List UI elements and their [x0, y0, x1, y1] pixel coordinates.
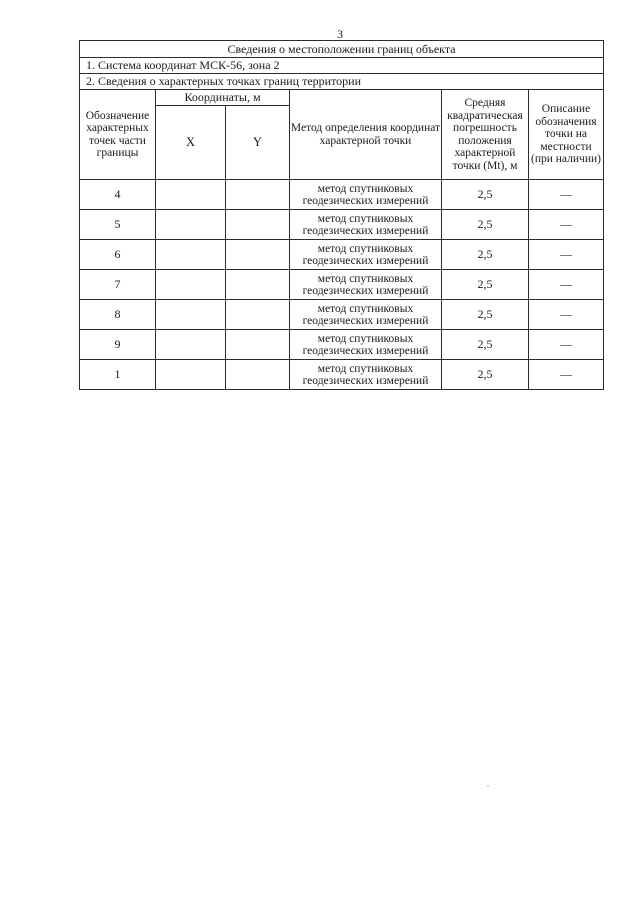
- description-cell: —: [529, 300, 604, 330]
- scan-speck: [487, 785, 489, 787]
- description-cell: —: [529, 270, 604, 300]
- x-cell: [156, 360, 226, 390]
- y-cell: [226, 330, 290, 360]
- header-accuracy: Средняя квадратическая погрешность положения характерной точки (Mt), м: [442, 90, 529, 180]
- table-row: [80, 180, 604, 210]
- header-coordinates: Координаты, м: [156, 90, 290, 106]
- header-x: X: [156, 106, 226, 180]
- description-cell: —: [529, 360, 604, 390]
- x-cell: [156, 300, 226, 330]
- table-row: [80, 330, 604, 360]
- method-cell: метод спутниковых геодезических измерений: [290, 330, 442, 360]
- y-cell: [226, 270, 290, 300]
- point-cell: 6: [80, 240, 156, 270]
- method-cell: метод спутниковых геодезических измерений: [290, 360, 442, 390]
- header-y: Y: [226, 106, 290, 180]
- boundary-points-table: [79, 40, 604, 390]
- y-cell: [226, 210, 290, 240]
- x-cell: [156, 180, 226, 210]
- accuracy-cell: 2,5: [442, 360, 529, 390]
- x-cell: [156, 240, 226, 270]
- x-cell: [156, 270, 226, 300]
- method-cell: метод спутниковых геодезических измерений: [290, 240, 442, 270]
- accuracy-cell: 2,5: [442, 210, 529, 240]
- accuracy-cell: 2,5: [442, 270, 529, 300]
- method-cell: метод спутниковых геодезических измерений: [290, 300, 442, 330]
- accuracy-cell: 2,5: [442, 300, 529, 330]
- point-cell: 9: [80, 330, 156, 360]
- y-cell: [226, 360, 290, 390]
- description-cell: —: [529, 330, 604, 360]
- point-cell: 4: [80, 180, 156, 210]
- table-row: [80, 240, 604, 270]
- y-cell: [226, 300, 290, 330]
- x-cell: [156, 330, 226, 360]
- accuracy-cell: 2,5: [442, 330, 529, 360]
- point-cell: 1: [80, 360, 156, 390]
- description-cell: —: [529, 240, 604, 270]
- x-cell: [156, 210, 226, 240]
- method-cell: метод спутниковых геодезических измерений: [290, 180, 442, 210]
- accuracy-cell: 2,5: [442, 180, 529, 210]
- method-cell: метод спутниковых геодезических измерений: [290, 270, 442, 300]
- point-cell: 5: [80, 210, 156, 240]
- point-cell: 7: [80, 270, 156, 300]
- coordinate-system-heading: 1. Система координат МСК-56, зона 2: [80, 58, 604, 74]
- description-cell: —: [529, 210, 604, 240]
- header-point-designation: Обозначение характерных точек части границы: [80, 90, 156, 180]
- page-number: 3: [337, 27, 343, 41]
- table-title: Сведения о местоположении границ объекта: [80, 41, 604, 58]
- point-cell: 8: [80, 300, 156, 330]
- y-cell: [226, 240, 290, 270]
- table-row: [80, 300, 604, 330]
- header-method: Метод определения координат характерной точки: [290, 90, 442, 180]
- table-row: [80, 210, 604, 240]
- y-cell: [226, 180, 290, 210]
- boundary-points-heading: 2. Сведения о характерных точках границ территории: [80, 74, 604, 90]
- method-cell: метод спутниковых геодезических измерений: [290, 210, 442, 240]
- header-description: Описание обозначения точки на местности (при наличии): [529, 90, 604, 180]
- table-row: [80, 270, 604, 300]
- accuracy-cell: 2,5: [442, 240, 529, 270]
- table-row: [80, 360, 604, 390]
- description-cell: —: [529, 180, 604, 210]
